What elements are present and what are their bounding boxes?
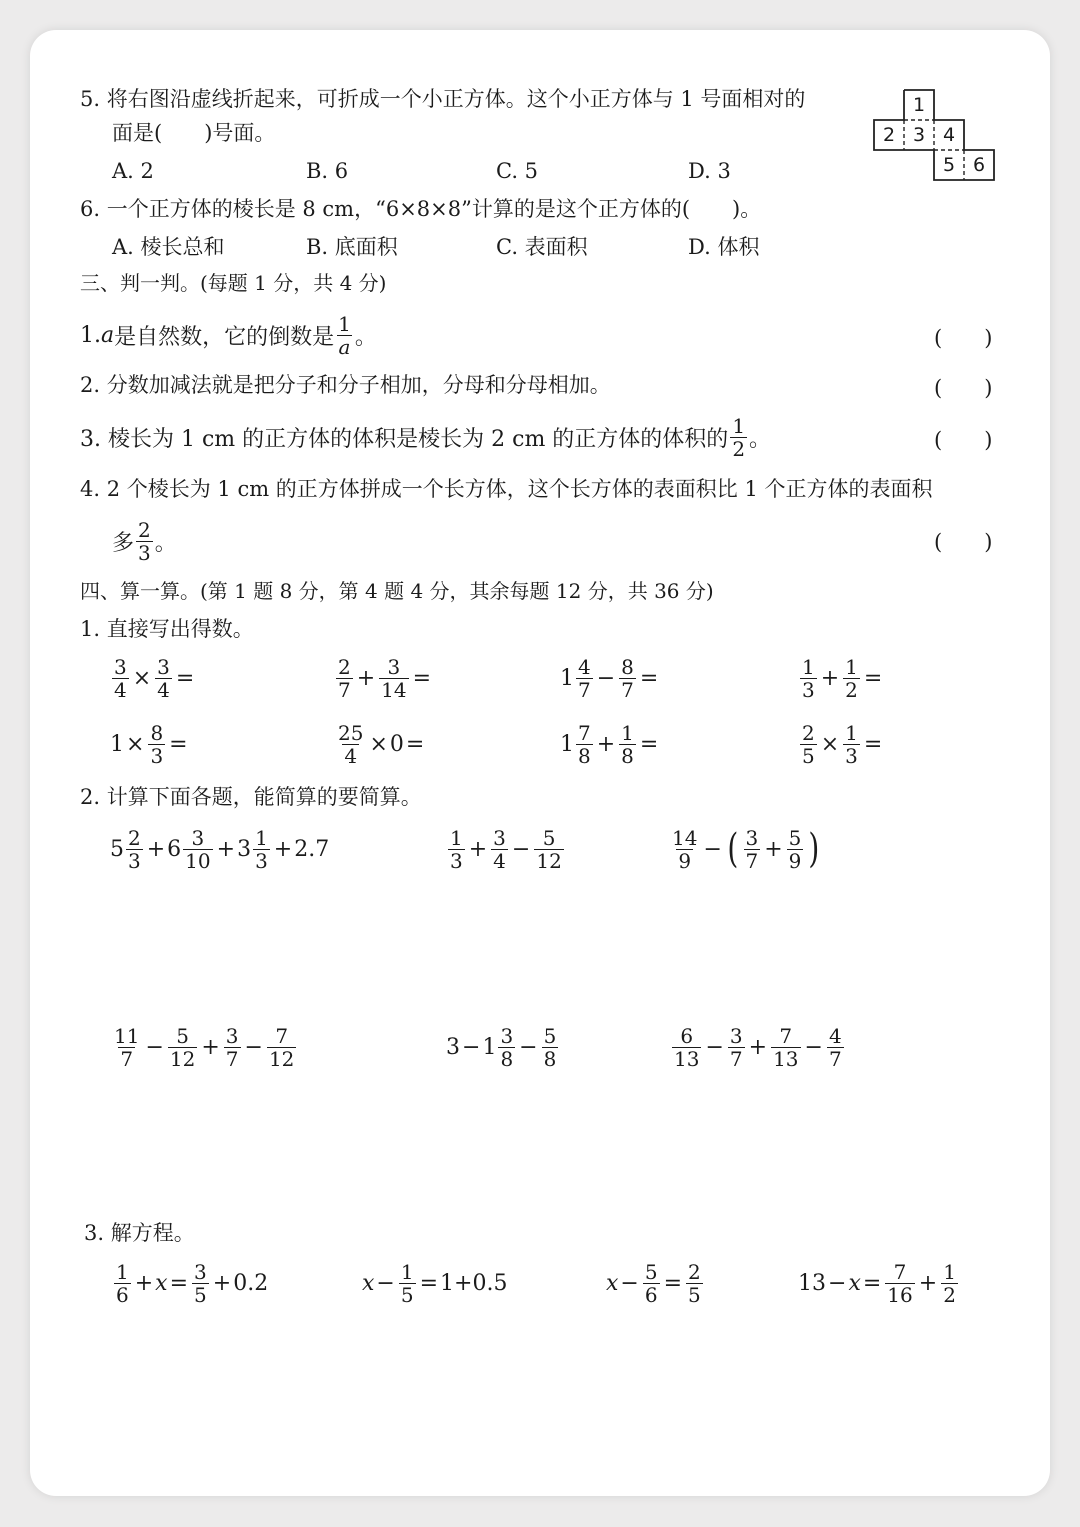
math-token: 8 — [500, 1046, 514, 1071]
math-token: 7 — [338, 677, 351, 702]
math-token: − — [511, 836, 531, 862]
math-token: 1 — [400, 1259, 414, 1284]
q6-option-c: C. 表面积 — [496, 235, 588, 259]
math-token: 6 — [167, 836, 182, 862]
math-token: + — [468, 836, 488, 862]
cube-face-5: 5 — [942, 154, 956, 176]
math-token: 14 — [672, 825, 698, 850]
math-token: 3 — [745, 825, 759, 850]
math-token: = — [862, 1270, 882, 1296]
math-token: × — [132, 665, 152, 691]
equation-1 — [112, 1258, 268, 1308]
math-token: 1 — [560, 731, 574, 757]
math-token: − — [804, 1034, 823, 1060]
expr-5 — [110, 720, 190, 768]
calc-6 — [670, 1022, 846, 1072]
math-token: − — [620, 1270, 639, 1296]
math-token: + — [596, 731, 616, 757]
math-token: + — [820, 665, 840, 691]
math-token: × — [126, 731, 145, 757]
math-token: = — [169, 1270, 189, 1296]
math-token: 4 — [493, 848, 506, 873]
expr-8 — [798, 720, 884, 768]
fraction — [800, 722, 817, 767]
math-token: 1 — [943, 1259, 956, 1284]
q6-option-d: D. 体积 — [688, 235, 760, 259]
fraction — [336, 722, 365, 767]
math-token: 3 — [450, 848, 463, 873]
math-token: 4 — [344, 743, 358, 768]
math-token: 1 — [560, 665, 574, 691]
q5-option-c: C. 5 — [496, 159, 539, 183]
math-token: + — [748, 1034, 768, 1060]
math-token: 5 — [542, 825, 556, 850]
fraction — [843, 656, 860, 701]
math-token: 8 — [578, 743, 591, 768]
math-token: 12 — [268, 1046, 295, 1071]
judge-1-var: a — [101, 322, 115, 348]
math-token: 5 — [543, 1023, 557, 1048]
math-token: 3 — [500, 1023, 514, 1048]
fraction — [728, 1025, 745, 1070]
math-token: 3 — [729, 1023, 743, 1048]
math-token: 3 — [128, 848, 141, 873]
math-token: 16 — [887, 1282, 913, 1307]
judge-3-post: 。 — [749, 426, 772, 452]
math-token: 1 — [110, 731, 124, 757]
expr-1 — [110, 654, 196, 702]
math-token: 4 — [157, 677, 170, 702]
math-token: 12 — [169, 1046, 196, 1071]
part-1-title: 1. 直接写出得数。 — [80, 617, 254, 641]
equation-4 — [798, 1258, 960, 1308]
q6-line1: 6. 一个正方体的棱长是 8 cm，“6×8×8”计算的是这个正方体的( )。 — [80, 197, 762, 221]
fraction — [148, 722, 165, 767]
judge-4-line2 — [112, 518, 177, 564]
fraction — [619, 656, 636, 701]
q5-line2: 面是( )号面。 — [112, 121, 276, 145]
math-token: 7 — [225, 1046, 239, 1071]
math-token: 4 — [114, 677, 127, 702]
math-token: 3 — [157, 654, 170, 679]
math-token: 7 — [729, 1046, 743, 1071]
calc-1 — [110, 824, 329, 874]
math-token: 5 — [688, 1282, 701, 1307]
math-token: 3 — [845, 743, 858, 768]
math-token: 13 — [674, 1046, 700, 1071]
math-token: 5 — [176, 1023, 189, 1048]
math-token: − — [519, 1034, 538, 1060]
math-token: 5 — [644, 1259, 658, 1284]
cube-face-3: 3 — [912, 124, 926, 146]
math-token: 2 — [802, 720, 815, 745]
math-token: 1 — [621, 720, 634, 745]
math-token: = — [175, 665, 195, 691]
fraction — [686, 1261, 703, 1306]
fraction — [787, 827, 804, 872]
math-token: 4 — [578, 654, 591, 679]
judge-1-fraction — [336, 313, 353, 358]
fraction — [619, 722, 636, 767]
judge-3-fraction — [730, 415, 747, 460]
calc-3 — [668, 824, 823, 874]
equation-2 — [362, 1258, 507, 1308]
math-token: a — [338, 334, 351, 359]
math-token: 8 — [621, 654, 634, 679]
math-token: 1 — [845, 720, 858, 745]
math-token: + — [212, 1270, 232, 1296]
judge-4-answer-paren[interactable]: ( ) — [934, 530, 993, 554]
fraction — [643, 1261, 660, 1306]
math-token: 3 — [493, 825, 506, 850]
math-token: 3 — [225, 1023, 239, 1048]
section-3-title: 三、判一判。(每题 1 分，共 4 分) — [80, 271, 387, 295]
fraction — [542, 1025, 559, 1070]
math-token: 7 — [578, 720, 591, 745]
math-token: = — [639, 731, 659, 757]
cube-face-2: 2 — [882, 124, 896, 146]
math-token: + — [146, 836, 166, 862]
math-token: − — [703, 836, 722, 862]
math-token: 1 — [802, 654, 815, 679]
math-token: = — [419, 1270, 439, 1296]
judge-1-post: 。 — [354, 324, 377, 350]
math-token: 11 — [114, 1023, 140, 1048]
math-token: = — [639, 665, 659, 691]
math-token: 8 — [543, 1046, 557, 1071]
judge-4-line1: 4. 2 个棱长为 1 cm 的正方体拼成一个长方体，这个长方体的表面积比 1 个正方体的表面积 — [80, 477, 933, 501]
math-token: 1+0.5 — [440, 1270, 508, 1296]
math-token: 3 — [194, 1259, 207, 1284]
math-token: 2 — [138, 517, 151, 542]
math-token: 7 — [275, 1023, 289, 1048]
math-token: = — [863, 731, 883, 757]
fraction — [253, 827, 270, 872]
q6-option-b: B. 底面积 — [306, 235, 398, 259]
fraction — [112, 656, 129, 701]
math-token: = — [663, 1270, 683, 1296]
math-token: 2 — [732, 436, 746, 461]
expr-6 — [334, 720, 426, 768]
fraction — [491, 827, 508, 872]
math-token: x — [362, 1270, 375, 1296]
judge-1-answer-paren[interactable]: ( ) — [934, 326, 993, 350]
math-token: 5 — [788, 825, 802, 850]
math-token: 5 — [802, 743, 815, 768]
math-token: 3 — [150, 743, 164, 768]
math-token: 13 — [773, 1046, 799, 1071]
math-token: 7 — [621, 677, 634, 702]
expr-2 — [334, 654, 433, 702]
cube-net-figure — [872, 88, 1000, 184]
judge-1-text: 是自然数，它的倒数是 — [114, 324, 335, 350]
math-token: 2 — [845, 677, 858, 702]
math-token: 6 — [680, 1023, 694, 1048]
math-token: 3 — [191, 825, 205, 850]
math-token: + — [273, 836, 293, 862]
fraction — [192, 1261, 209, 1306]
fraction — [448, 827, 465, 872]
math-token: x — [155, 1270, 168, 1296]
judge-3-answer-paren[interactable]: ( ) — [934, 428, 993, 452]
judge-4-fraction — [136, 519, 153, 564]
cube-face-6: 6 — [972, 154, 986, 176]
math-token: 5 — [110, 836, 124, 862]
fraction — [800, 656, 817, 701]
fraction — [771, 1025, 800, 1070]
math-token: − — [705, 1034, 724, 1060]
fraction — [155, 656, 172, 701]
math-token: 1 — [845, 654, 858, 679]
fraction — [336, 656, 353, 701]
calc-2 — [446, 824, 566, 874]
math-token: − — [596, 665, 616, 691]
math-token: 4 — [828, 1023, 842, 1048]
math-token: 3 — [114, 654, 127, 679]
math-token: 3 — [387, 654, 401, 679]
fraction — [534, 827, 563, 872]
math-token: 2 — [943, 1282, 956, 1307]
fraction — [399, 1261, 416, 1306]
fraction — [672, 1025, 701, 1070]
fraction — [827, 1025, 844, 1070]
expr-7 — [560, 720, 660, 768]
math-token: 7 — [893, 1259, 907, 1284]
math-token: 7 — [828, 1046, 842, 1071]
part-3-title: 3. 解方程。 — [84, 1221, 195, 1245]
math-token: x — [848, 1270, 861, 1296]
math-token: 7 — [779, 1023, 793, 1048]
math-token: 1 — [450, 825, 463, 850]
math-token: − — [145, 1034, 164, 1060]
math-token: + — [356, 665, 376, 691]
section-4-title: 四、算一算。(第 1 题 8 分，第 4 题 4 分，其余每题 12 分，共 36 分) — [80, 579, 714, 603]
fraction — [112, 1025, 141, 1070]
fraction — [843, 722, 860, 767]
cube-face-1: 1 — [912, 94, 926, 116]
fraction — [576, 722, 593, 767]
fraction — [168, 1025, 197, 1070]
math-token: 7 — [578, 677, 591, 702]
q5-option-b: B. 6 — [306, 159, 349, 183]
judge-4-pre: 多 — [112, 530, 135, 556]
judge-3 — [80, 414, 771, 460]
equation-3 — [606, 1258, 705, 1308]
math-token: x — [606, 1270, 619, 1296]
math-token: 9 — [788, 848, 802, 873]
math-token: 1 — [482, 1034, 497, 1060]
judge-3-text: 3. 棱长为 1 cm 的正方体的体积是棱长为 2 cm 的正方体的体积的 — [80, 426, 729, 452]
judge-4-post: 。 — [154, 530, 177, 556]
math-token: 2 — [338, 654, 351, 679]
math-token: 1 — [116, 1259, 129, 1284]
math-token: 3 — [446, 1034, 460, 1060]
math-token: 25 — [338, 720, 364, 745]
math-token: × — [820, 731, 840, 757]
q5-line1: 5. 将右图沿虚线折起来，可折成一个小正方体。这个小正方体与 1 号面相对的 — [80, 87, 806, 111]
math-token: 6 — [644, 1282, 658, 1307]
math-token: 7 — [120, 1046, 134, 1071]
math-token: 3 — [237, 836, 252, 862]
math-token: = — [405, 731, 425, 757]
fraction — [267, 1025, 296, 1070]
expr-3 — [560, 654, 660, 702]
math-token: 8 — [621, 743, 634, 768]
fraction — [744, 827, 761, 872]
math-token: 1 — [338, 311, 351, 336]
math-token: 10 — [185, 848, 211, 873]
math-token: − — [376, 1270, 395, 1296]
math-token: 6 — [116, 1282, 129, 1307]
math-token: ) — [808, 826, 820, 872]
math-token: 3 — [138, 540, 151, 565]
math-token: + — [201, 1034, 220, 1060]
q5-option-d: D. 3 — [688, 159, 731, 183]
math-token: 0 — [389, 731, 404, 757]
calc-5 — [446, 1022, 560, 1072]
fraction — [941, 1261, 958, 1306]
math-token: + — [764, 836, 783, 862]
cube-face-4: 4 — [942, 124, 956, 146]
q5-option-a: A. 2 — [112, 159, 154, 183]
math-token: 9 — [678, 848, 692, 873]
fraction — [126, 827, 143, 872]
fraction — [183, 827, 212, 872]
math-token: 8 — [150, 720, 164, 745]
math-token: 1 — [255, 825, 268, 850]
judge-1-pre: 1. — [80, 322, 101, 348]
math-token: 3 — [802, 677, 815, 702]
math-token: ( — [727, 826, 739, 872]
math-token: 1 — [732, 413, 746, 438]
math-token: 12 — [536, 848, 562, 873]
math-token: 2.7 — [294, 836, 330, 862]
math-token: 2 — [128, 825, 141, 850]
fraction — [224, 1025, 241, 1070]
math-token: + — [216, 836, 236, 862]
math-token: 5 — [400, 1282, 414, 1307]
math-token: 3 — [255, 848, 268, 873]
q6-option-a: A. 棱长总和 — [112, 235, 225, 259]
math-token: = — [412, 665, 432, 691]
math-token: − — [244, 1034, 263, 1060]
math-token: − — [828, 1270, 847, 1296]
calc-4 — [110, 1022, 298, 1072]
fraction — [498, 1025, 515, 1070]
math-token: × — [369, 731, 388, 757]
part-2-title: 2. 计算下面各题，能简算的要简算。 — [80, 785, 422, 809]
math-token: = — [169, 731, 188, 757]
math-token: 5 — [194, 1282, 207, 1307]
fraction — [670, 827, 699, 872]
math-token: − — [462, 1034, 481, 1060]
math-token: 14 — [381, 677, 407, 702]
math-token: = — [863, 665, 883, 691]
fraction — [379, 656, 408, 701]
math-token: + — [134, 1270, 154, 1296]
fraction — [114, 1261, 131, 1306]
judge-2: 2. 分数加减法就是把分子和分子相加，分母和分母相加。 — [80, 373, 611, 397]
fraction — [885, 1261, 914, 1306]
math-token: 7 — [745, 848, 759, 873]
math-token: 0.2 — [233, 1270, 269, 1296]
fraction — [576, 656, 593, 701]
judge-2-answer-paren[interactable]: ( ) — [934, 376, 993, 400]
math-token: 2 — [688, 1259, 701, 1284]
math-token: 13 — [798, 1270, 826, 1296]
judge-1 — [80, 312, 377, 358]
math-token: + — [918, 1270, 938, 1296]
expr-4 — [798, 654, 884, 702]
